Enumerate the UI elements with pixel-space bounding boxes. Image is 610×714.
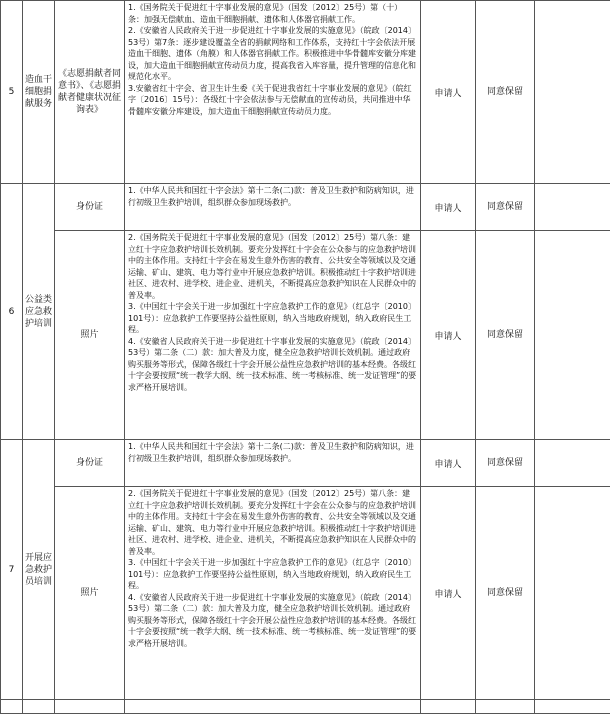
- review-result: 同意保留: [476, 1, 535, 184]
- legal-basis-text: 2.《国务院关于促进红十字事业发展的意见》（国发〔2012〕25号）第八条：建立红十字应急救护培训长效机制。要充分发挥红十字会在公众参与的应急救护培训中的主体作用。支持红十字会在易发生意外伤害的教育、公共安全等领域以及交通运输、矿山、建筑、电力等行业中开展应急救护培训。积极推动红十字救护培训进社区、进农村、进学校、进企业、进机关，不断提高应急救护知识在人民群众中的普及率。 3.《中国红十字会关于进一步加强红十字应急救护工作的意见》（红总字〔2010〕101号）：应急救护工作要坚持公益性原则，纳入当地政府规划，纳入政府民生工程。 4.《安徽省人民政府关于进一步促进红十字事业发展的实施意见》（皖政〔2014〕53号）第二条（二）款：加大普及力度，健全应急救护培训长效机制。通过政府购买服务等形式，保障各级红十字会开展公益性应急救护培训的基本经费。各级红十字会要按照“统一教学大纲、统一技术标准、统一考核标准、统一发证管理”的要求严格开展培训。: [128, 232, 417, 438]
- review-result: 同意保留: [476, 440, 535, 487]
- provider: 申请人: [421, 487, 476, 700]
- row-number: 6: [1, 184, 23, 440]
- legal-basis-text: 1.《国务院关于促进红十字事业发展的意见》（国发〔2012〕25号）第（十）条：加强无偿献血、造血干细胞捐献、遗体和人体器官捐献工作。 2.《安徽省人民政府关于进一步促进红十字事业发展的实施意见》（皖政〔2014〕53号）第7条：逐步建设覆盖全省的捐献网络和工作体系，支持红十字会依法开展造血干细胞、遗体（角膜）和人体器官捐献工作。积极推进中华骨髓库安徽分库建设，加大造血干细胞捐献宣传动员力度，提高我省入库容量，提升管理的信息化和规范化水平。 3.安徽省红十字会、省卫生计生委《关于促进我省红十字事业发展的意见》（皖红字〔2016〕15号）：各级红十字会依法参与无偿献血的宣传动员，共同推进中华骨髓库安徽分库建设，加大造血干细胞捐献宣传动员力度。: [128, 2, 417, 182]
- empty-cell: [535, 184, 610, 231]
- empty-cell: [535, 231, 610, 440]
- empty-cell: [535, 700, 610, 714]
- table-row: [1, 700, 610, 714]
- service-name: 开展应急救护员培训: [23, 440, 55, 700]
- legal-basis: [125, 1, 421, 184]
- empty-cell: [421, 700, 476, 714]
- legal-basis-text: 2.《国务院关于促进红十字事业发展的意见》（国发〔2012〕25号）第八条：建立红十字应急救护培训长效机制。要充分发挥红十字会在公众参与的应急救护培训中的主体作用。支持红十字会在易发生意外伤害的教育、公共安全等领域以及交通运输、矿山、建筑、电力等行业中开展应急救护培训。积极推动红十字救护培训进社区、进农村、进学校、进企业、进机关，不断提高应急救护知识在人民群众中的普及率。 3.《中国红十字会关于进一步加强红十字应急救护工作的意见》（红总字〔2010〕101号）：应急救护工作要坚持公益性原则，纳入当地政府规划，纳入政府民生工程。 4.《安徽省人民政府关于进一步促进红十字事业发展的实施意见》（皖政〔2014〕53号）第二条（二）款：加大普及力度，健全应急救护培训长效机制。通过政府购买服务等形式，保障各级红十字会开展公益性应急救护培训的基本经费。各级红十字会要按照“统一教学大纲、统一技术标准、统一考核标准、统一发证管理”的要求严格开展培训。: [128, 488, 417, 698]
- table-row: [1, 487, 610, 700]
- review-result: 同意保留: [476, 184, 535, 231]
- material-name: 《志愿捐献者同意书》、《志愿捐献者健康状况征询表》: [55, 1, 125, 184]
- legal-basis-text: 1.《中华人民共和国红十字会法》第十二条(二)款：普及卫生救护和防病知识，进行初级卫生救护培训，组织群众参加现场救护。: [128, 441, 417, 485]
- legal-basis: [125, 440, 421, 487]
- empty-cell: [55, 700, 125, 714]
- material-name: 照片: [55, 231, 125, 440]
- table-row: [1, 231, 610, 440]
- empty-cell: [476, 700, 535, 714]
- empty-cell: [535, 1, 610, 184]
- service-name: 造血干细胞捐献服务: [23, 1, 55, 184]
- legal-basis: [125, 231, 421, 440]
- table-row: [1, 1, 610, 184]
- legal-basis: [125, 487, 421, 700]
- service-name: 公益类应急救护培训: [23, 184, 55, 440]
- material-name: 身份证: [55, 440, 125, 487]
- provider: 申请人: [421, 184, 476, 231]
- material-name: 身份证: [55, 184, 125, 231]
- table-row: [1, 184, 610, 231]
- empty-cell: [535, 487, 610, 700]
- empty-cell: [23, 700, 55, 714]
- row-number: 5: [1, 1, 23, 184]
- empty-cell: [125, 700, 421, 714]
- table-row: [1, 440, 610, 487]
- empty-cell: [1, 700, 23, 714]
- provider: 申请人: [421, 440, 476, 487]
- review-result: 同意保留: [476, 487, 535, 700]
- row-number: 7: [1, 440, 23, 700]
- legal-basis-text: 1.《中华人民共和国红十字会法》第十二条(二)款：普及卫生救护和防病知识，进行初级卫生救护培训，组织群众参加现场救护。: [128, 185, 417, 229]
- legal-basis: [125, 184, 421, 231]
- provider: 申请人: [421, 231, 476, 440]
- material-name: 照片: [55, 487, 125, 700]
- review-result: 同意保留: [476, 231, 535, 440]
- provider: 申请人: [421, 1, 476, 184]
- empty-cell: [535, 440, 610, 487]
